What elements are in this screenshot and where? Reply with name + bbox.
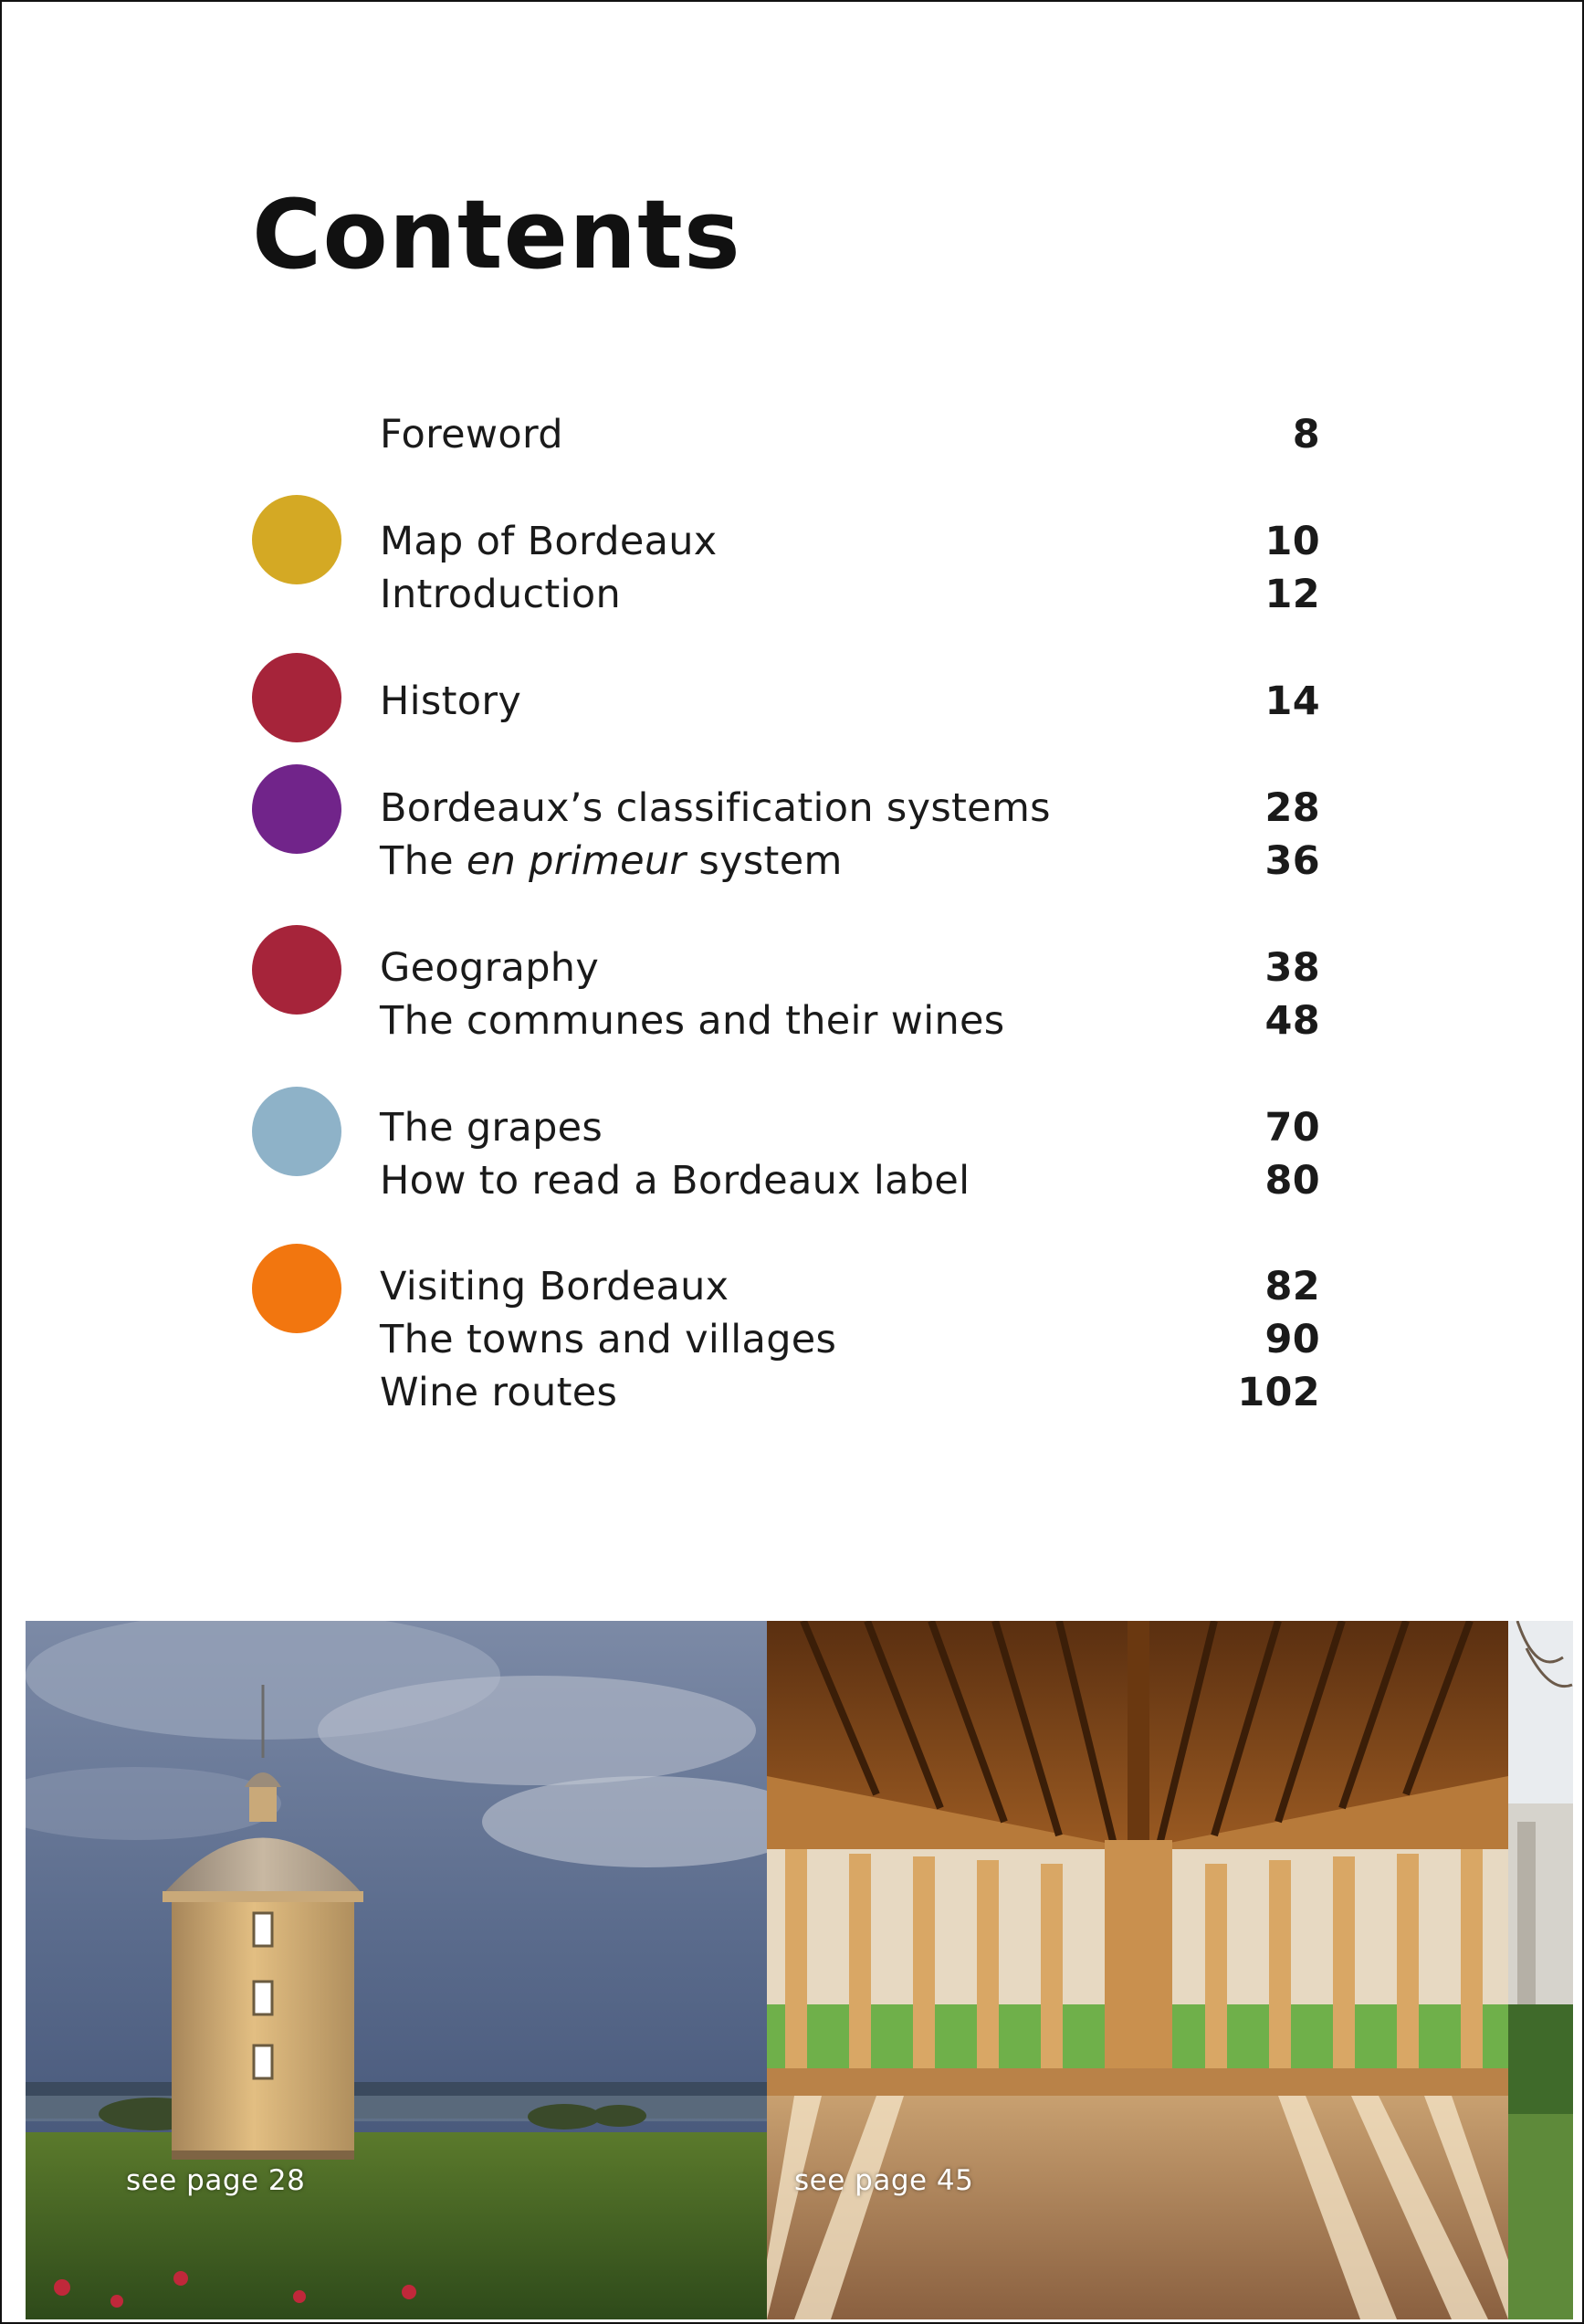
toc-entry-page: 8 xyxy=(1292,412,1320,457)
toc-entry-map-of-bordeaux[interactable] xyxy=(380,515,1320,568)
photo-caption: see page 28 xyxy=(126,2164,306,2197)
page-title: Contents xyxy=(252,179,741,290)
toc-entry-page: 80 xyxy=(1264,1158,1320,1204)
toc-entry-en-primeur[interactable] xyxy=(380,835,1320,888)
section-dot-red xyxy=(252,925,341,1015)
toc-entry-page: 90 xyxy=(1264,1317,1320,1362)
toc-entry-label: Geography xyxy=(380,945,600,991)
photo-partial-right[interactable] xyxy=(1508,1621,1573,2319)
section-dot-yellow xyxy=(252,495,341,584)
toc-entry-page: 38 xyxy=(1264,945,1320,991)
toc-entry-foreword[interactable] xyxy=(380,408,1320,461)
toc-entry-page: 102 xyxy=(1237,1370,1320,1415)
toc-entry-label: Bordeaux’s classification systems xyxy=(380,785,1051,831)
toc-entry-page: 82 xyxy=(1264,1264,1320,1309)
toc-entry-label: History xyxy=(380,678,522,724)
toc-entry-label-reading[interactable] xyxy=(380,1154,1320,1207)
italic-term: en primeur xyxy=(466,838,687,884)
toc-entry-label: The grapes xyxy=(380,1105,603,1151)
photo-chateau-tower[interactable] xyxy=(26,1621,767,2319)
tower-illustration xyxy=(26,1621,767,2319)
toc-entry-label: Visiting Bordeaux xyxy=(380,1264,729,1309)
toc-entry-towns-villages[interactable] xyxy=(380,1313,1320,1366)
photo-cloister[interactable] xyxy=(767,1621,1508,2319)
photo-strip xyxy=(26,1621,1573,2319)
toc-entry-page: 48 xyxy=(1264,998,1320,1044)
toc-entry-label: The towns and villages xyxy=(380,1317,837,1362)
toc-entry-label: Foreword xyxy=(380,412,563,457)
toc-entry-geography[interactable] xyxy=(380,941,1320,994)
toc-entry-page: 28 xyxy=(1264,785,1320,831)
toc-entry-wine-routes[interactable] xyxy=(380,1366,1320,1419)
toc-entry-label: The en primeur system xyxy=(380,838,843,884)
partial-photo-illustration xyxy=(1508,1621,1573,2319)
toc-entry-label: The communes and their wines xyxy=(380,998,1005,1044)
toc-entry-page: 36 xyxy=(1264,838,1320,884)
toc-entry-label: How to read a Bordeaux label xyxy=(380,1158,970,1204)
toc-entry-label: Map of Bordeaux xyxy=(380,519,718,564)
toc-entry-label: Introduction xyxy=(380,572,621,617)
section-dot-blue xyxy=(252,1087,341,1176)
section-dot-orange xyxy=(252,1244,341,1333)
toc-entry-introduction[interactable] xyxy=(380,568,1320,621)
toc-entry-page: 14 xyxy=(1264,678,1320,724)
toc-entry-grapes[interactable] xyxy=(380,1101,1320,1154)
toc-entry-page: 70 xyxy=(1264,1105,1320,1151)
toc-entry-visiting-bordeaux[interactable] xyxy=(380,1260,1320,1313)
photo-caption: see page 45 xyxy=(794,2164,974,2197)
toc-entry-communes[interactable] xyxy=(380,994,1320,1047)
cloister-illustration xyxy=(767,1621,1508,2319)
section-dot-purple xyxy=(252,764,341,854)
toc-entry-page: 10 xyxy=(1264,519,1320,564)
toc-entry-history[interactable] xyxy=(380,675,1320,728)
section-dot-red xyxy=(252,653,341,742)
toc-entry-page: 12 xyxy=(1264,572,1320,617)
toc-entry-label: Wine routes xyxy=(380,1370,618,1415)
toc-entry-classification-systems[interactable] xyxy=(380,782,1320,835)
